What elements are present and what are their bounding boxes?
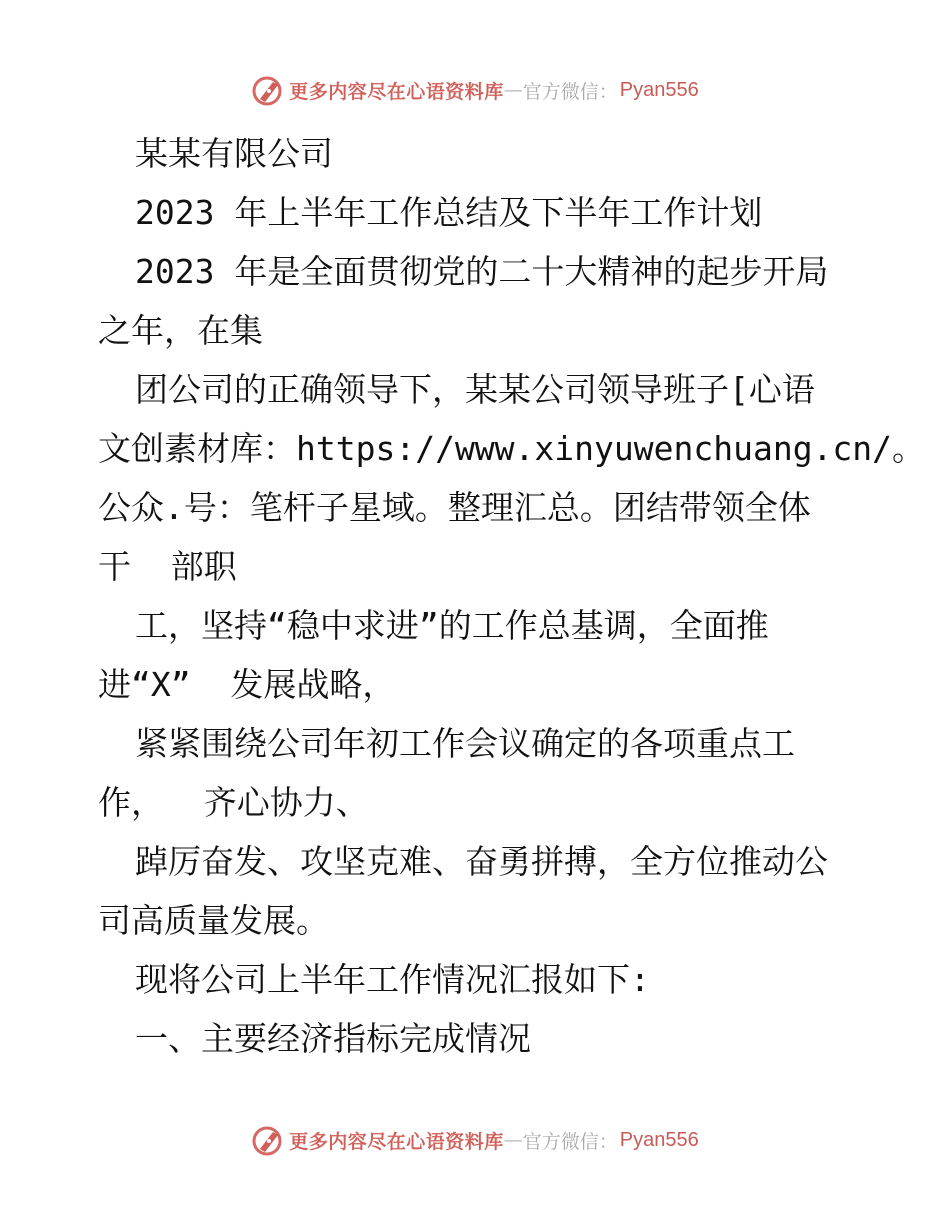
watermark-wechat-label: 官方微信： [522, 1130, 618, 1153]
section-heading: 一、主要经济指标完成情况 [135, 1019, 531, 1058]
watermark-bottom [0, 1120, 950, 1160]
paragraph-line: 紧紧围绕公司年初工作会议确定的各项重点工 [135, 724, 795, 763]
document-body [98, 124, 926, 1068]
paragraph-line: 现将公司上半年工作情况汇报如下: [135, 960, 650, 999]
company-name: 某某有限公司 [135, 134, 333, 173]
paragraph-line: 文创素材库：https://www.xinyuwenchuang.cn/。 [98, 429, 926, 468]
paragraph-line: 干 部职 [98, 547, 237, 586]
paragraph-line: 踔厉奋发、攻坚克难、奋勇拼搏，全方位推动公 [135, 842, 828, 881]
watermark-text: 更多内容尽在心语资料库 [289, 80, 504, 103]
paragraph-line: 2023 年是全面贯彻党的二十大精神的起步开局 [135, 252, 829, 291]
paragraph-line: 司高质量发展。 [98, 901, 329, 940]
watermark-account: Pyan556 [619, 1128, 699, 1151]
watermark-top [0, 70, 950, 110]
watermark-text: 更多内容尽在心语资料库 [289, 1130, 504, 1153]
document-title: 2023 年上半年工作总结及下半年工作计划 [135, 193, 763, 232]
paragraph-line: 团公司的正确领导下，某某公司领导班子[心语 [135, 370, 815, 409]
watermark-dash: — [503, 1129, 523, 1151]
paragraph-line: 作， 齐心协力、 [98, 783, 369, 822]
watermark-dash: — [503, 79, 523, 101]
pen-nib-logo-icon [251, 73, 285, 107]
watermark-account: Pyan556 [619, 78, 699, 101]
paragraph-line: 公众.号：笔杆子星域。整理汇总。团结带领全体 [98, 488, 811, 527]
paragraph-line: 进“X” 发展战略， [98, 665, 396, 704]
paragraph-line: 之年，在集 [98, 311, 263, 350]
paragraph-line: 工，坚持“稳中求进”的工作总基调，全面推 [135, 606, 769, 645]
watermark-wechat-label: 官方微信： [522, 80, 618, 103]
pen-nib-logo-icon [251, 1123, 285, 1157]
